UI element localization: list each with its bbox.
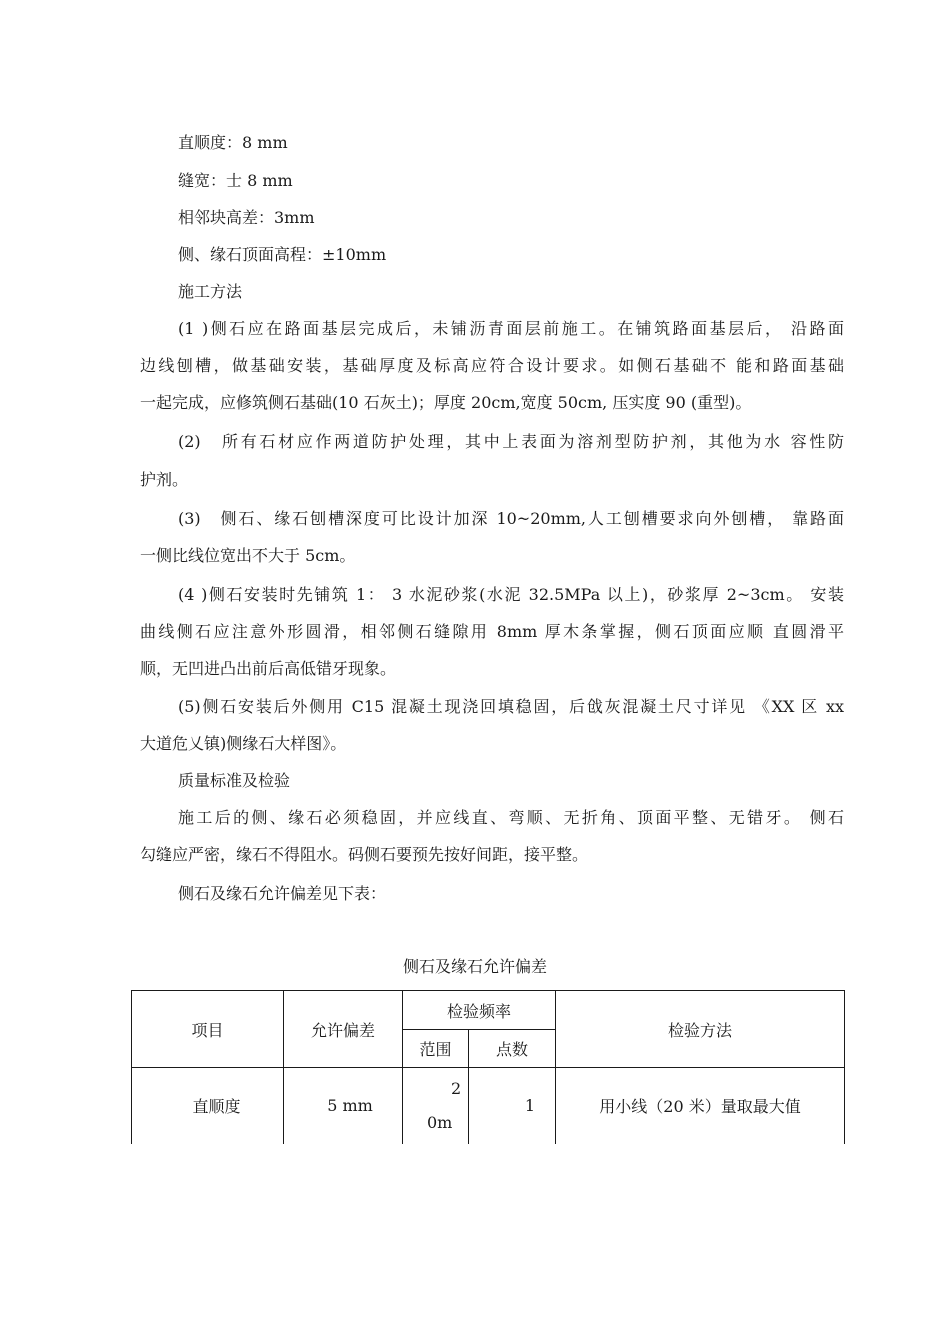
header-method: 检验方法 [556,991,845,1068]
header-points: 点数 [469,1030,556,1068]
header-frequency: 检验频率 [403,991,556,1030]
cell-tolerance: 5 mm [284,1068,403,1144]
method-heading: 施工方法 [178,282,243,301]
table-row [132,1068,845,1144]
cell-item: 直顺度 [132,1068,284,1144]
paragraph-5-line-1: (5)侧石安装后外侧用 C15 混凝土现浇回填稳固，后戗灰混凝土尺寸详见 《XX 区 xx [178,697,844,716]
paragraph-2-line-2: 护剂。 [140,470,189,489]
paragraph-4-line-3: 顺，无凹进凸出前后高低错牙现象。 [140,659,397,678]
paragraph-4-line-2: 曲线侧石应注意外形圆滑，相邻侧石缝隙用 8mm 厚木条掌握，侧石顶面应顺 直圆滑平 [140,622,844,641]
cell-range [403,1068,469,1144]
paragraph-4-line-1: (4 )侧石安装时先铺筑 1： 3 水泥砂浆(水泥 32.5MPa 以上)，砂浆厚 2~3cm。 安装 [178,585,844,604]
paragraph-5-line-2: 大道危乂镇)侧缘石大样图》。 [140,734,347,753]
spec-adjacent-height: 相邻块高差：3mm [178,208,315,227]
paragraph-1-line-1: (1 )侧石应在路面基层完成后，未铺沥青面层前施工。在铺筑路面基层后， 沿路面 [178,319,844,338]
cell-method: 用小线（20 米）量取最大值 [556,1068,845,1144]
quality-line-1: 施工后的侧、缘石必须稳固，并应线直、弯顺、无折角、顶面平整、无错牙。 侧石 [178,808,844,827]
cell-range-part1: 2 [451,1078,462,1098]
header-range: 范围 [403,1030,469,1068]
paragraph-2-line-1: (2) 所有石材应作两道防护处理，其中上表面为溶剂型防护剂，其他为水 容性防 [178,432,844,451]
paragraph-3-line-1: (3) 侧石、缘石刨槽深度可比设计加深 10~20mm,人工刨槽要求向外刨槽， 靠路面 [178,509,844,528]
cell-range-part2: 0m [427,1112,453,1132]
quality-line-2: 勾缝应严密，缘石不得阻水。码侧石要预先按好间距，接平整。 [140,845,589,864]
spec-joint-width: 缝宽：士 8 mm [178,171,293,190]
paragraph-1-line-3: 一起完成，应修筑侧石基础(10 石灰土)；厚度 20cm,宽度 50cm, 压实度 90 (重型)。 [140,393,752,412]
deviation-table [131,990,845,1144]
header-tolerance: 允许偏差 [284,991,403,1068]
table-caption: 侧石及缘石允许偏差 [402,957,547,976]
quality-heading: 质量标准及检验 [178,771,291,790]
cell-points: 1 [469,1068,556,1144]
paragraph-1-line-2: 边线刨槽，做基础安装，基础厚度及标高应符合设计要求。如侧石基础不 能和路面基础 [140,356,844,375]
table-intro: 侧石及缘石允许偏差见下表： [178,884,387,903]
spec-straightness: 直顺度：8 mm [178,133,288,152]
spec-top-elevation: 侧、缘石顶面高程：±10mm [178,245,387,264]
paragraph-3-line-2: 一侧比线位宽出不大于 5cm。 [140,546,356,565]
header-item: 项目 [132,991,284,1068]
